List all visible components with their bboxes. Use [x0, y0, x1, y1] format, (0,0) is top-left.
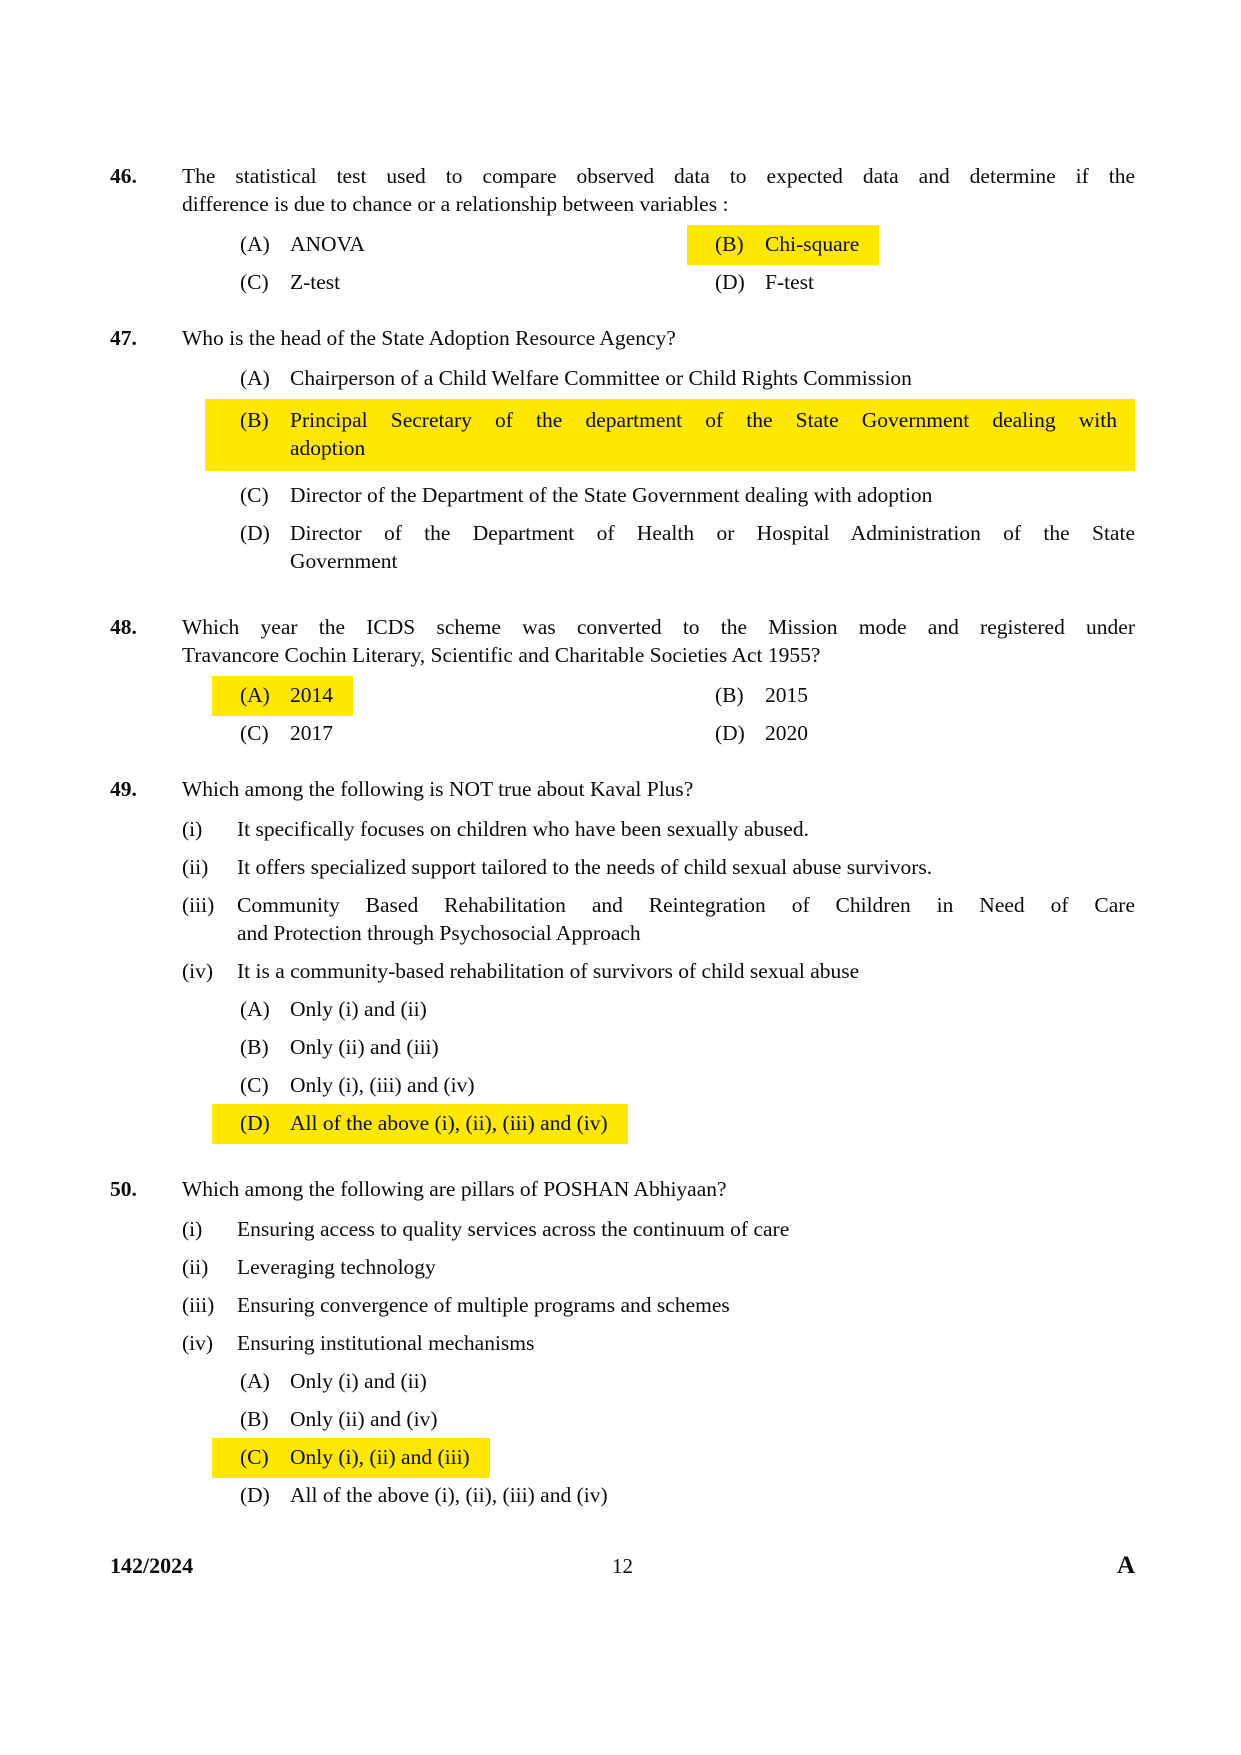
text-line: All of the above (i), (ii), (iii) and (iv) [290, 1111, 608, 1135]
question-47 [110, 324, 1135, 585]
text-line: Which among the following is NOT true about Kaval Plus? [182, 777, 694, 801]
option [240, 1405, 1135, 1433]
text-line: It offers specialized support tailored to the needs of child sexual abuse survivors. [237, 855, 933, 879]
question-stem [182, 613, 1135, 669]
option-answer-highlight [212, 1104, 628, 1144]
option-label: (C) [240, 721, 269, 745]
option-label: (A) [240, 997, 270, 1021]
text-line: difference is due to chance or a relationship between variables : [182, 192, 729, 216]
statement-label: (iii) [182, 1293, 215, 1317]
option-row [240, 230, 715, 258]
text-line: It is a community-based rehabilitation of survivors of child sexual abuse [237, 959, 860, 983]
option [715, 681, 808, 709]
question-body [182, 775, 1135, 1147]
text-line: Community Based Rehabilitation and Reintegration of Children in Need of Care [237, 893, 1135, 917]
text-line: Travancore Cochin Literary, Scientific and Charitable Societies Act 1955? [182, 643, 821, 667]
option-label: (C) [240, 483, 269, 507]
option-row [240, 1481, 1135, 1509]
statement-item [182, 957, 1135, 985]
option-label: (B) [715, 683, 744, 707]
option-row [240, 719, 715, 747]
question-number: 46. [110, 164, 137, 188]
text-line: 2020 [765, 721, 808, 745]
text-line: Chairperson of a Child Welfare Committee or Child Rights Commission [290, 366, 912, 390]
statement-label: (ii) [182, 855, 209, 879]
option-label: (B) [715, 232, 744, 256]
option-row [240, 399, 1135, 471]
page-footer [110, 1552, 1135, 1580]
question-number: 49. [110, 777, 137, 801]
options-list [182, 1367, 1135, 1509]
option-text [290, 681, 333, 709]
options-list [182, 364, 1135, 575]
text-line: Only (ii) and (iii) [290, 1035, 439, 1059]
option-label: (A) [240, 366, 270, 390]
option [715, 719, 808, 747]
option-text [290, 268, 340, 296]
option [240, 364, 1135, 392]
statement-item [182, 891, 1135, 947]
statement-label: (ii) [182, 1255, 209, 1279]
option-row [240, 519, 1135, 575]
option-answer-highlight [212, 1438, 490, 1478]
exam-paper-page [110, 162, 1135, 1547]
statement-label: (i) [182, 817, 203, 841]
text-line: 2014 [290, 683, 333, 707]
option-row [715, 719, 1135, 747]
option-text [290, 519, 1135, 575]
option-text [290, 1367, 1135, 1395]
text-line: Only (ii) and (iv) [290, 1407, 438, 1431]
option [715, 268, 814, 296]
text-line: Ensuring access to quality services across the continuum of care [237, 1217, 790, 1241]
booklet-code: A [1116, 1552, 1135, 1579]
question-number: 48. [110, 615, 137, 639]
option-text [290, 1033, 1135, 1061]
statement-text [237, 1291, 1135, 1319]
text-line: Ensuring institutional mechanisms [237, 1331, 535, 1355]
question-stem [182, 324, 1135, 352]
text-line: Only (i) and (ii) [290, 997, 427, 1021]
statement-text [237, 891, 1135, 947]
option-label: (A) [240, 683, 270, 707]
option-label: (D) [240, 521, 270, 545]
statement-item [182, 1253, 1135, 1281]
text-line: Director of the Department of the State Government dealing with adoption [290, 483, 933, 507]
option-text [765, 230, 859, 258]
question-body [182, 1175, 1135, 1519]
statement-text [237, 1215, 1135, 1243]
statement-text [237, 815, 1135, 843]
text-line: Ensuring convergence of multiple programs and schemes [237, 1293, 730, 1317]
statement-text [237, 957, 1135, 985]
option-label: (D) [715, 270, 745, 294]
option-label: (C) [240, 270, 269, 294]
text-line: Leveraging technology [237, 1255, 436, 1279]
option-row [240, 681, 715, 709]
question-46 [110, 162, 1135, 296]
options-list [182, 681, 1135, 747]
option-text [290, 1071, 1135, 1099]
option-label: (B) [240, 408, 269, 432]
option-answer-highlight [687, 225, 879, 265]
option-row [240, 1071, 1135, 1099]
text-line: Who is the head of the State Adoption Resource Agency? [182, 326, 676, 350]
statement-label: (iv) [182, 1331, 214, 1355]
options-list [182, 995, 1135, 1137]
option-label: (D) [715, 721, 745, 745]
option-text [765, 268, 814, 296]
question-stem [182, 162, 1135, 218]
text-line: Only (i) and (ii) [290, 1369, 427, 1393]
option-text [290, 406, 1117, 462]
statement-text [237, 853, 1135, 881]
option-label: (D) [240, 1483, 270, 1507]
statement-item [182, 1329, 1135, 1357]
option-row [240, 995, 1135, 1023]
option-label: (C) [240, 1073, 269, 1097]
statement-text [237, 1329, 1135, 1357]
option-row [715, 230, 1135, 258]
option-label: (D) [240, 1111, 270, 1135]
option-text [290, 230, 365, 258]
option [240, 995, 1135, 1023]
option-row [240, 1367, 1135, 1395]
option-row [240, 1033, 1135, 1061]
statement-item [182, 853, 1135, 881]
text-line: Only (i), (ii) and (iii) [290, 1445, 470, 1469]
question-body [182, 324, 1135, 585]
text-line: Which among the following are pillars of POSHAN Abhiyaan? [182, 1177, 727, 1201]
question-49 [110, 775, 1135, 1147]
option [240, 719, 333, 747]
option [240, 1481, 1135, 1509]
statement-item [182, 815, 1135, 843]
page-number: 12 [612, 1554, 633, 1578]
option-row [240, 1109, 1135, 1137]
question-stem [182, 1175, 1135, 1203]
statement-label: (iii) [182, 893, 215, 917]
option-row [240, 1443, 1135, 1471]
statement-list [182, 815, 1135, 985]
question-body [182, 162, 1135, 296]
text-line: ANOVA [290, 232, 365, 256]
option-label: (A) [240, 232, 270, 256]
text-line: F-test [765, 270, 814, 294]
option [240, 519, 1135, 575]
text-line: Only (i), (iii) and (iv) [290, 1073, 475, 1097]
options-list [182, 230, 1135, 296]
option-row [240, 481, 1135, 509]
statement-label: (iv) [182, 959, 214, 983]
option-label: (C) [240, 1445, 269, 1469]
text-line: adoption [290, 436, 366, 460]
option-row [715, 268, 1135, 296]
statement-item [182, 1291, 1135, 1319]
option-row [240, 268, 715, 296]
option-text [765, 719, 808, 747]
text-line: Principal Secretary of the department of the State Government dealing with [290, 408, 1117, 432]
question-stem [182, 775, 1135, 803]
option [240, 1071, 1135, 1099]
option-row [715, 681, 1135, 709]
option-text [290, 1481, 1135, 1509]
option-text [765, 681, 808, 709]
statement-item [182, 1215, 1135, 1243]
text-line: Director of the Department of Health or Hospital Administration of the State [290, 521, 1135, 545]
option-row [240, 1405, 1135, 1433]
option-label: (B) [240, 1407, 269, 1431]
option-text [290, 481, 1135, 509]
text-line: Z-test [290, 270, 341, 294]
statement-text [237, 1253, 1135, 1281]
option [240, 268, 340, 296]
question-body [182, 613, 1135, 747]
option-row [240, 364, 1135, 392]
option [240, 1033, 1135, 1061]
text-line: 2015 [765, 683, 808, 707]
option-text [290, 719, 333, 747]
paper-code: 142/2024 [110, 1553, 194, 1578]
statement-label: (i) [182, 1217, 203, 1241]
text-line: Government [290, 549, 398, 573]
option-text [290, 995, 1135, 1023]
option-text [290, 1109, 608, 1137]
option [240, 481, 1135, 509]
text-line: It specifically focuses on children who have been sexually abused. [237, 817, 809, 841]
text-line: The statistical test used to compare observed data to expected data and determine if the [182, 164, 1135, 188]
text-line: and Protection through Psychosocial Approach [237, 921, 641, 945]
option-text [290, 364, 1135, 392]
questions-list [110, 162, 1135, 1519]
question-48 [110, 613, 1135, 747]
option-answer-highlight [205, 399, 1135, 471]
question-50 [110, 1175, 1135, 1519]
text-line: Which year the ICDS scheme was converted to the Mission mode and registered under [182, 615, 1135, 639]
option [240, 1367, 1135, 1395]
statement-list [182, 1215, 1135, 1357]
question-number: 50. [110, 1177, 137, 1201]
option-label: (B) [240, 1035, 269, 1059]
option-text [290, 1443, 470, 1471]
option-text [290, 1405, 1135, 1433]
option-label: (A) [240, 1369, 270, 1393]
text-line: 2017 [290, 721, 333, 745]
question-number: 47. [110, 326, 137, 350]
option [240, 230, 365, 258]
text-line: All of the above (i), (ii), (iii) and (iv) [290, 1483, 608, 1507]
option-answer-highlight [212, 676, 353, 716]
text-line: Chi-square [765, 232, 860, 256]
